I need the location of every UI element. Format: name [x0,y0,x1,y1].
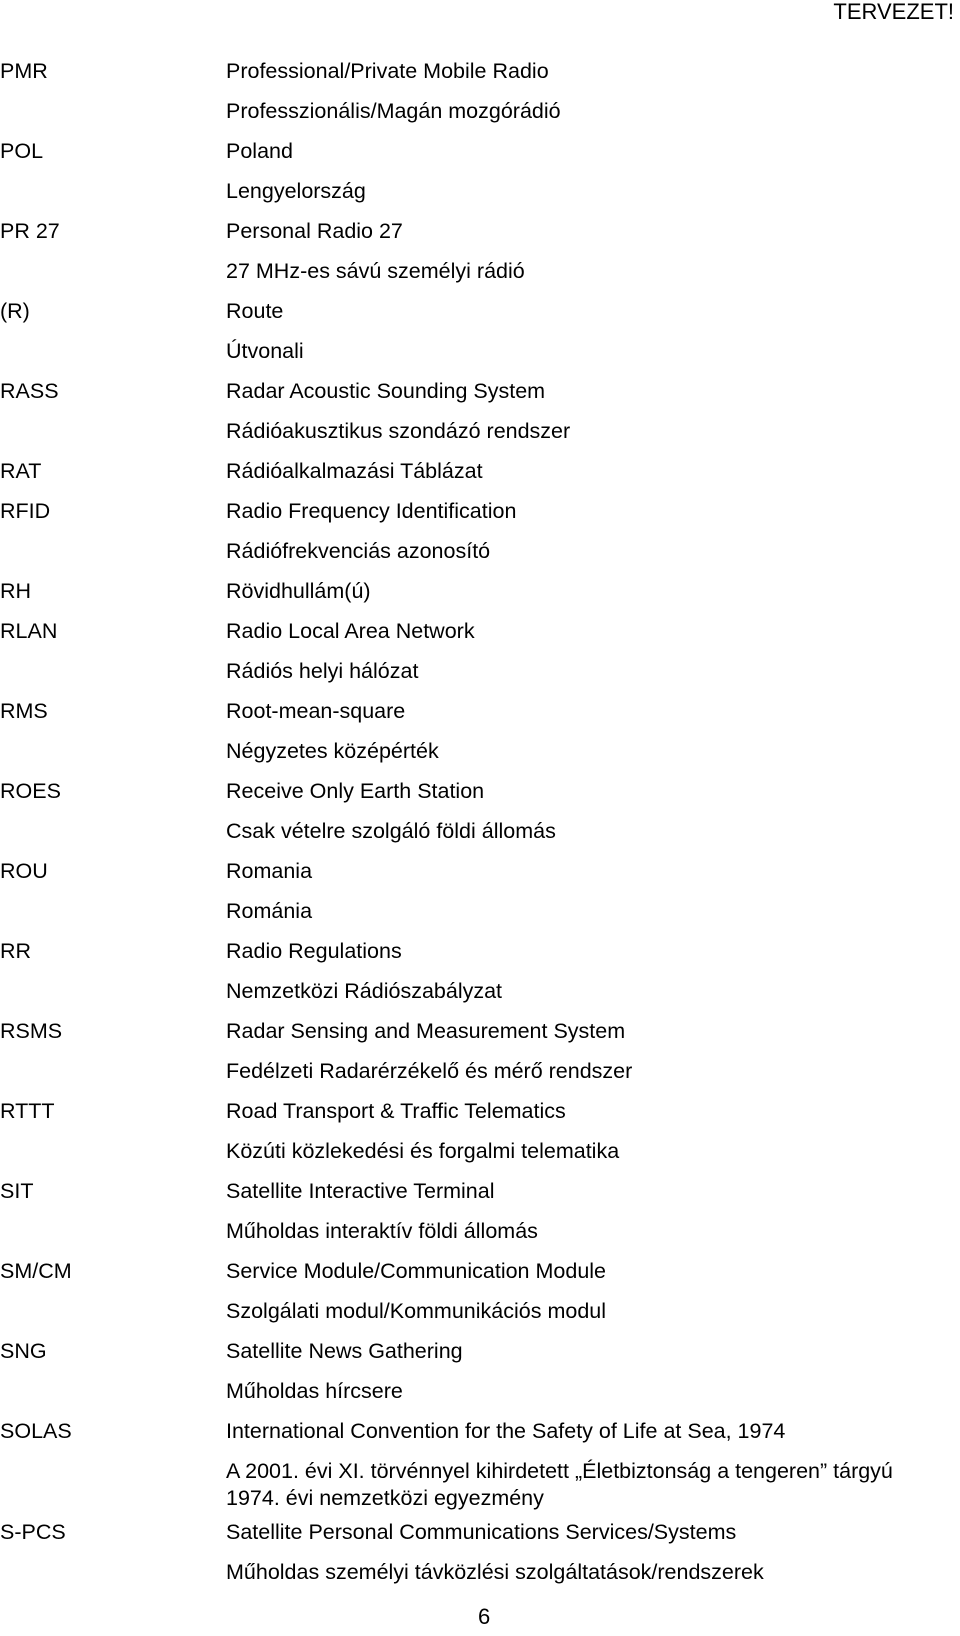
definition-english: Radio Regulations [226,939,402,963]
definition-english: International Convention for the Safety of Life at Sea, 1974 [226,1419,786,1443]
glossary-entry-sm-cm [0,1251,960,1331]
definition-english: Personal Radio 27 [226,219,403,243]
definition-english: Professional/Private Mobile Radio [226,59,549,83]
abbreviation: ROES [0,779,61,803]
definition-english: Satellite News Gathering [226,1339,463,1363]
definition-english: Romania [226,859,313,883]
glossary-entry-sng [0,1331,960,1411]
definition-english: Radio Frequency Identification [226,499,517,523]
definition-english: Road Transport & Traffic Telematics [226,1099,566,1123]
abbreviation: RFID [0,499,51,523]
definition-hungarian: Rádióalkalmazási Táblázat [226,459,483,483]
abbreviation: S-PCS [0,1520,66,1544]
abbreviation: RAT [0,459,42,483]
definition-english: Satellite Personal Communications Services/Systems [226,1520,737,1544]
definition-english: Radio Local Area Network [226,619,475,643]
abbreviation: ROU [0,859,48,883]
abbreviation: POL [0,139,44,163]
glossary-entry-rfid [0,491,960,571]
definition-english: Radar Sensing and Measurement System [226,1019,626,1043]
definition-hungarian: Rövidhullám(ú) [226,579,371,603]
glossary-entry-rass [0,371,960,451]
definition-hungarian: Útvonali [226,339,304,363]
abbreviation: RH [0,579,32,603]
definition-hungarian: Műholdas interaktív földi állomás [226,1219,538,1243]
abbreviation: RTTT [0,1099,55,1123]
definition-english: Service Module/Communication Module [226,1259,607,1283]
definition-hungarian: Románia [226,899,313,923]
abbreviation: (R) [0,299,30,323]
definition-hungarian: Lengyelország [226,179,366,203]
definition-english: Receive Only Earth Station [226,779,485,803]
glossary-entry-rttt [0,1091,960,1171]
abbreviation: SM/CM [0,1259,72,1283]
draft-label: TERVEZET! [833,0,954,24]
definition-hungarian: Rádiófrekvenciás azonosító [226,539,491,563]
definition-hungarian: Rádiós helyi hálózat [226,659,419,683]
definition-hungarian: Szolgálati modul/Kommunikációs modul [226,1299,607,1323]
abbreviation: SNG [0,1339,47,1363]
definition-hungarian-line-2: 1974. évi nemzetközi egyezmény [226,1486,544,1510]
definition-hungarian: Fedélzeti Radarérzékelő és mérő rendszer [226,1059,633,1083]
glossary-entry-rsms [0,1011,960,1091]
glossary-entry-pol [0,131,960,211]
abbreviation: SIT [0,1179,34,1203]
glossary-entry-rou [0,851,960,931]
definition-hungarian: Műholdas személyi távközlési szolgáltatások/rendszerek [226,1560,764,1584]
definition-hungarian: Műholdas hírcsere [226,1379,403,1403]
glossary-entry-s-pcs [0,1512,960,1592]
definition-english: Route [226,299,284,323]
definition-hungarian: Rádióakusztikus szondázó rendszer [226,419,571,443]
glossary-entry-pr27 [0,211,960,291]
page-number: 6 [478,1604,491,1629]
abbreviation: PMR [0,59,48,83]
glossary-entry-pmr [0,51,960,131]
definition-english: Radar Acoustic Sounding System [226,379,546,403]
glossary-entry-rms [0,691,960,771]
abbreviation: PR 27 [0,219,60,243]
definition-hungarian: Csak vételre szolgáló földi állomás [226,819,556,843]
glossary-entry-rh [0,571,960,611]
abbreviation: RMS [0,699,48,723]
glossary-entry-sit [0,1171,960,1251]
abbreviation: RASS [0,379,59,403]
definition-english: Root-mean-square [226,699,406,723]
definition-english: Poland [226,139,293,163]
definition-hungarian: Négyzetes középérték [226,739,439,763]
glossary-entry-rat [0,451,960,491]
definition-hungarian: Professzionális/Magán mozgórádió [226,99,561,123]
abbreviation: SOLAS [0,1419,72,1443]
glossary-entry-roes [0,771,960,851]
abbreviation: RR [0,939,32,963]
definition-english: Satellite Interactive Terminal [226,1179,495,1203]
definition-hungarian: Nemzetközi Rádiószabályzat [226,979,503,1003]
definition-hungarian-line-1: A 2001. évi XI. törvénnyel kihirdetett „Életbiztonság a tengeren” tárgyú [226,1459,893,1483]
abbreviation: RLAN [0,619,58,643]
glossary-entry-rlan [0,611,960,691]
glossary-entry-solas [0,1411,960,1512]
definition-hungarian: 27 MHz-es sávú személyi rádió [226,259,525,283]
abbreviation: RSMS [0,1019,63,1043]
glossary-entry-r [0,291,960,371]
definition-hungarian: Közúti közlekedési és forgalmi telematika [226,1139,620,1163]
glossary-entry-rr [0,931,960,1011]
abbreviation-glossary [0,51,960,1592]
